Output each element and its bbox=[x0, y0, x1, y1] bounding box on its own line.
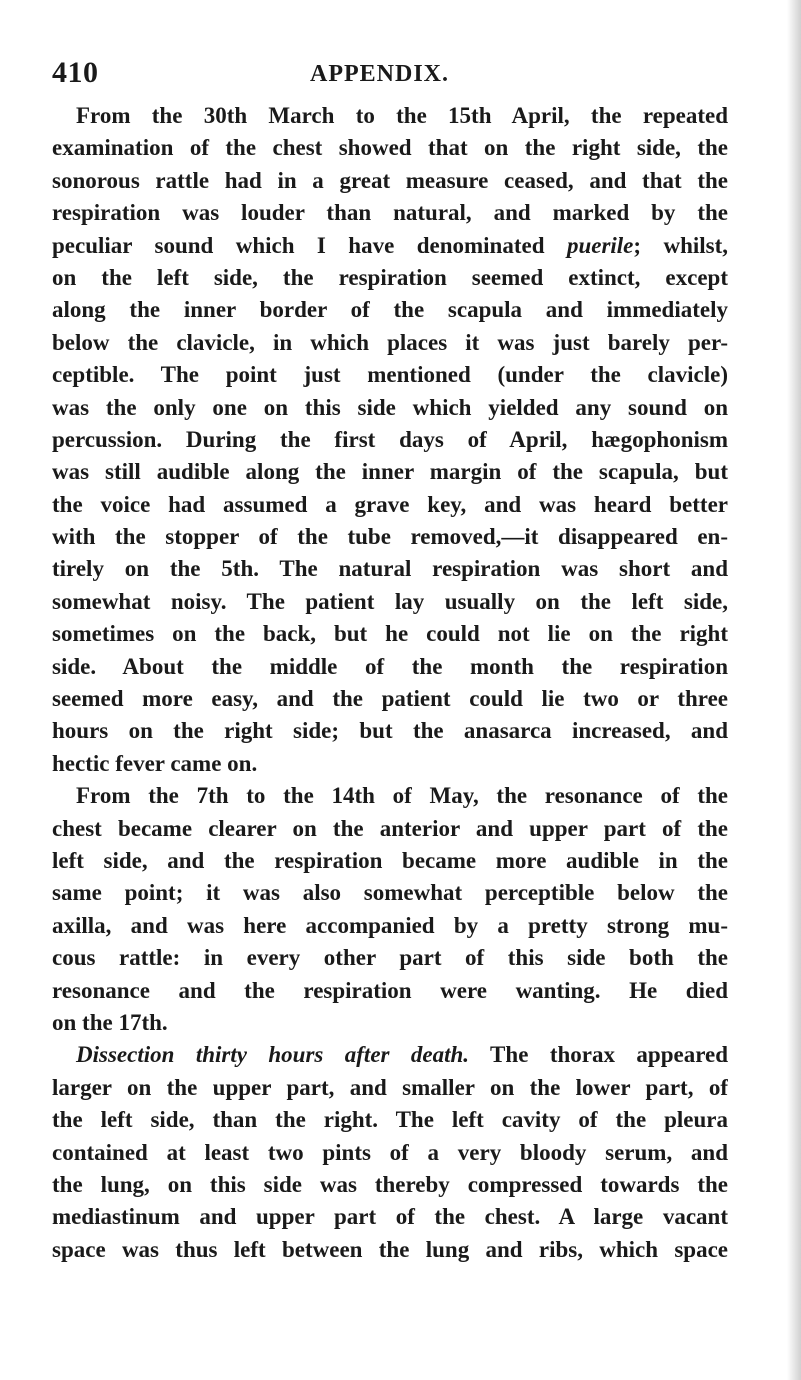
text-line: examination of the chest showed that on the right side, the bbox=[52, 135, 728, 161]
section-heading: Dissection thirty hours after death. bbox=[76, 1042, 470, 1068]
body-text bbox=[52, 100, 728, 1266]
text-line: sonorous rattle had in a great measure ceased, and that the bbox=[52, 167, 728, 193]
text-line: ceptible. The point just mentioned (under the clavicle) bbox=[52, 362, 728, 388]
text-line: From the 30th March to the 15th April, the repeated bbox=[76, 103, 728, 128]
text-line: contained at least two pints of a very bloody serum, and bbox=[52, 1139, 728, 1165]
text-line: From the 7th to the 14th of May, the resonance of the bbox=[76, 783, 728, 809]
text-line: somewhat noisy. The patient lay usually on the left side, bbox=[52, 588, 728, 614]
text-line bbox=[52, 230, 728, 262]
text-line: the left side, than the right. The left cavity of the pleura bbox=[52, 1107, 728, 1133]
text-line bbox=[52, 1039, 728, 1071]
text-line: side. About the middle of the month the respiration bbox=[52, 653, 728, 679]
text-line: resonance and the respiration were wanting. He died bbox=[52, 977, 728, 1003]
text-line: axilla, and was here accompanied by a pretty strong mu- bbox=[52, 912, 728, 938]
page-edge-shadow bbox=[787, 0, 801, 1380]
page-header bbox=[52, 56, 732, 90]
text-line: was still audible along the inner margin of the scapula, but bbox=[52, 459, 728, 485]
text-line: chest became clearer on the anterior and upper part of the bbox=[52, 815, 728, 841]
text-line: with the stopper of the tube removed,—it disappeared en- bbox=[52, 524, 728, 550]
running-head: APPENDIX. bbox=[310, 61, 449, 87]
text-line: left side, and the respiration became more audible in the bbox=[52, 847, 728, 873]
text-line: mediastinum and upper part of the chest. A large vacant bbox=[52, 1204, 728, 1230]
italic-term: puerile bbox=[566, 232, 634, 258]
text-line: respiration was louder than natural, and marked by the bbox=[52, 200, 728, 226]
text-line: hours on the right side; but the anasarca increased, and bbox=[52, 718, 728, 744]
text-line: on the left side, the respiration seemed extinct, except bbox=[52, 264, 728, 290]
text-line: the voice had assumed a grave key, and was heard better bbox=[52, 491, 728, 517]
text-line: hectic fever came on. bbox=[52, 750, 258, 776]
text-line: cous rattle: in every other part of this side both the bbox=[52, 945, 728, 971]
text-line: seemed more easy, and the patient could lie two or three bbox=[52, 686, 728, 712]
text-line: larger on the upper part, and smaller on the lower part, of bbox=[52, 1074, 728, 1100]
text-line: along the inner border of the scapula and immediately bbox=[52, 297, 728, 323]
text-line: space was thus left between the lung and ribs, which space bbox=[52, 1236, 728, 1262]
text-line: same point; it was also somewhat perceptible below the bbox=[52, 880, 728, 906]
text-segment: The thorax appeared bbox=[469, 1042, 728, 1068]
text-line: percussion. During the first days of April, hægophonism bbox=[52, 426, 728, 452]
text-segment: peculiar sound which I have denominated bbox=[52, 232, 545, 258]
text-line: on the 17th. bbox=[52, 1009, 168, 1035]
text-line: tirely on the 5th. The natural respiration was short and bbox=[52, 556, 728, 582]
text-line: sometimes on the back, but he could not lie on the right bbox=[52, 621, 728, 647]
page-number: 410 bbox=[52, 56, 99, 89]
text-segment: ; whilst, bbox=[633, 232, 728, 258]
text-line: was the only one on this side which yielded any sound on bbox=[52, 394, 728, 420]
text-line: the lung, on this side was thereby compressed towards the bbox=[52, 1171, 728, 1197]
text-line: below the clavicle, in which places it was just barely per- bbox=[52, 329, 728, 355]
